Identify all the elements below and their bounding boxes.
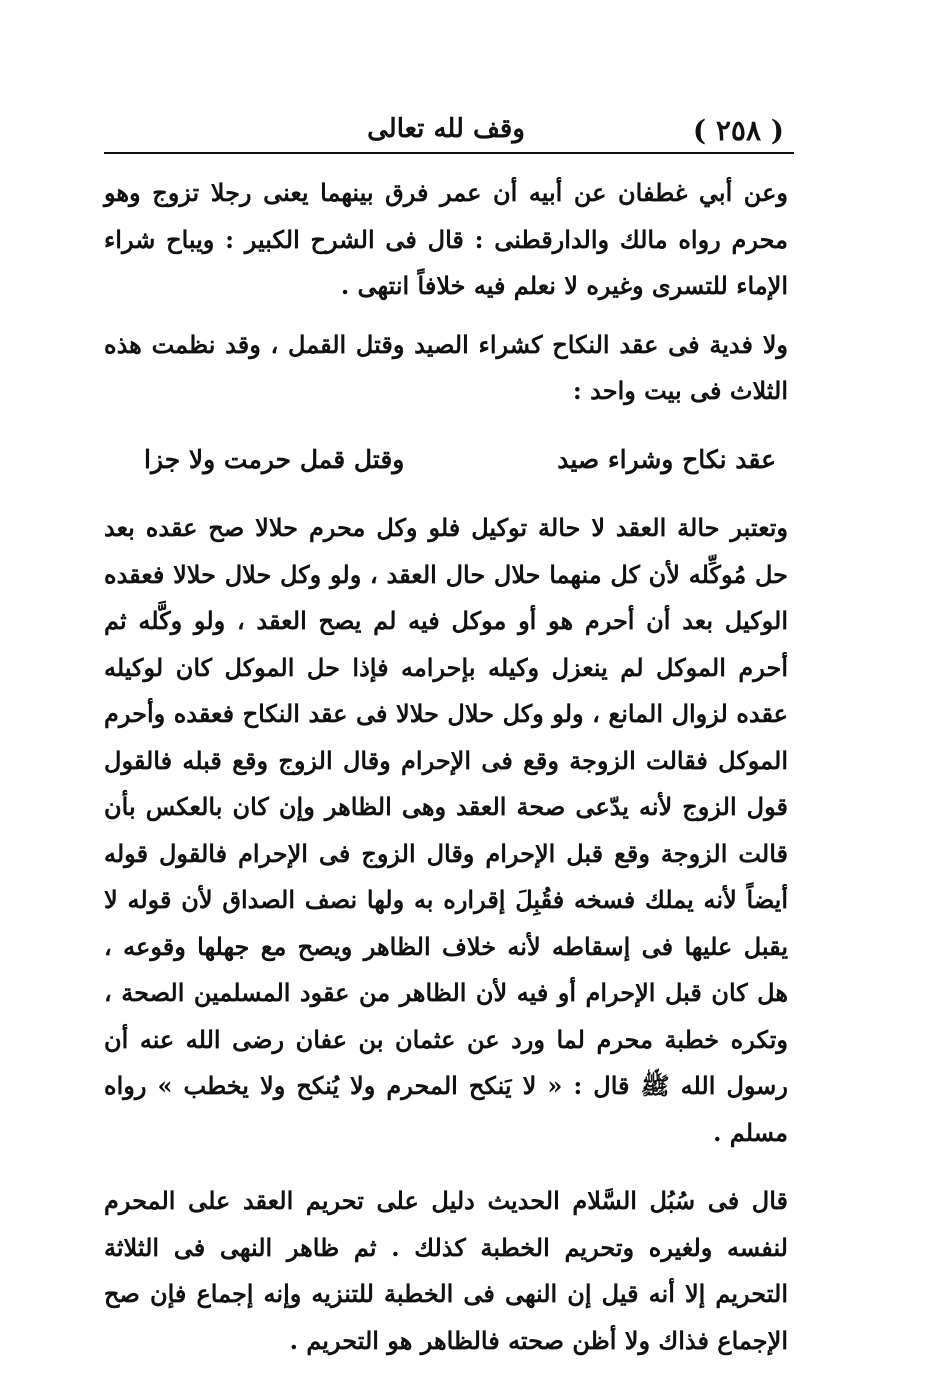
page-number: ( ٢٥٨ ) bbox=[692, 114, 784, 147]
paragraph-2: ولا فدية فى عقد النكاح كشراء الصيد وقتل القمل ، وقد نظمت هذه الثلاث فى بيت واحد : bbox=[104, 329, 788, 405]
paragraph-3: وتعتبر حالة العقد لا حالة توكيل فلو وكل محرم حلالا صح عقده بعد حل مُوكِّله لأن كل منهما حلال حال العقد ، ولو وكل حلال حلالا فعقده الوكيل بعد أن أحرم هو أو موكل فيه لم يصح العقد ، ولو وكَّله ثم أحرم الموكل لم ينعزل وكيله بإحرامه فإذا حل الموكل كان لوكيله عقده لزوال المانع ، ولو وكل حلال حلالا فى عقد النكاح فعقده وأحرم الموكل فقالت الزوجة وقع فى الإحرام وقال الزوج وقع قبله فالقول قول الزوج لأنه يدّعى صحة العقد وهى الظاهر وإن كان بالعكس بأن قالت الزوجة وقع قبل الإحرام وقال الزوج فى الإحرام فالقول قوله أيضاً لأنه يملك فسخه فقُبِلَ إقراره به ولها نصف الصداق لأن قوله لا يقبل عليها فى إسقاطه لأنه خلاف الظاهر ويصح مع جهلها وقوعه ، هل كان قبل الإحرام أو فيه لأن الظاهر من عقود المسلمين الصحة ، وتكره خطبة محرم لما ورد عن عثمان بن عفان رضى الله عنه أن رسول الله ﷺ قال : « لا يَنكح المحرم ولا يُنكح ولا يخطب » رواه مسلم . bbox=[104, 513, 788, 1147]
page-header bbox=[100, 108, 792, 148]
verse bbox=[104, 437, 788, 484]
verse-first-half: عقد نكاح وشراء صيد bbox=[557, 444, 776, 474]
running-title: وقف لله تعالى bbox=[367, 114, 525, 144]
paragraph-4: قال فى سُبُل السَّلام الحديث دليل على تحريم العقد على المحرم لنفسه ولغيره وتحريم الخطبة كذلك . ثم ظاهر النهى فى الثلاثة التحريم إلا أنه قيل إن النهى فى الخطبة للتنزيه وإنه إجماع فإن صح الإجماع فذاك ولا أظن صحته فالظاهر هو التحريم . bbox=[104, 1186, 788, 1355]
verse-second-half: وقتل قمل حرمت ولا جزا bbox=[144, 444, 405, 474]
body-text bbox=[104, 170, 788, 1364]
header-rule bbox=[104, 152, 794, 154]
paragraph-1: وعن أبي غطفان عن أبيه أن عمر فرق بينهما يعنى رجلا تزوج وهو محرم رواه مالك والدارقطنى : قال فى الشرح الكبير : ويباح شراء الإماء للتسرى وغيره لا نعلم فيه خلافاً انتهى . bbox=[104, 178, 788, 300]
